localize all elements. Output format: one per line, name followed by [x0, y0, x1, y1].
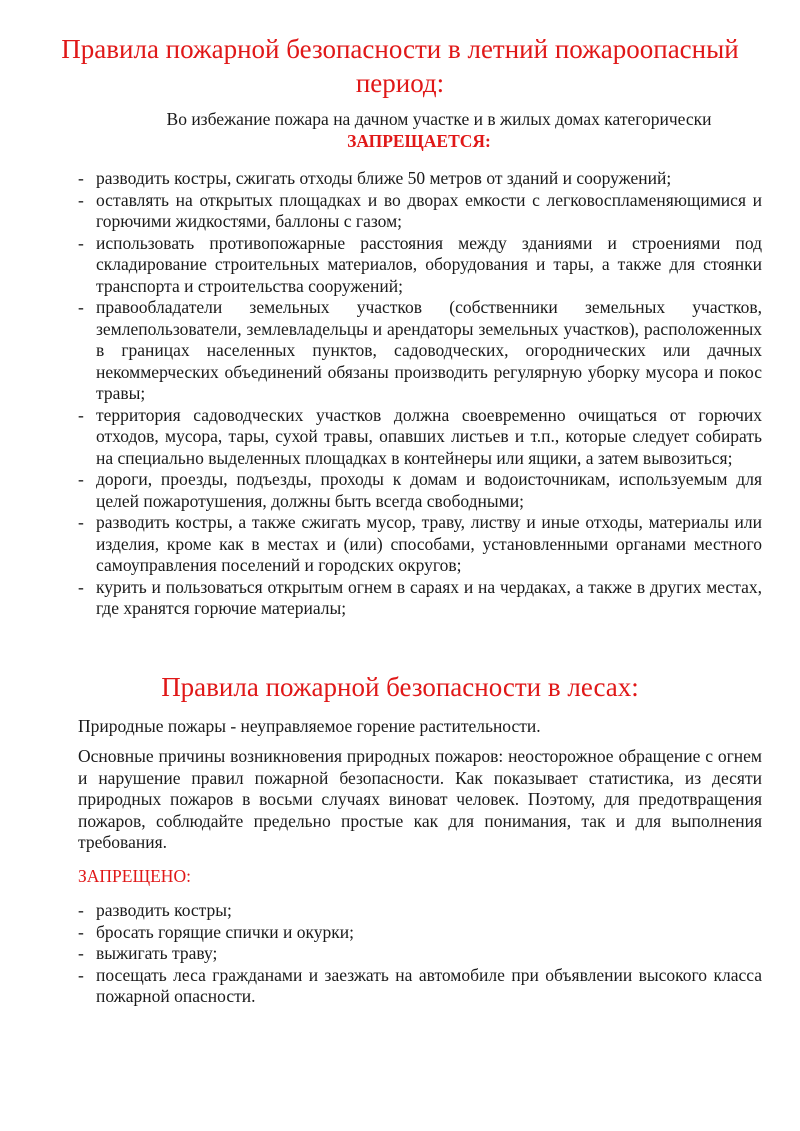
- list-item: - использовать противопожарные расстояния между зданиями и строениями под складирование строительных материалов, оборудования и тары, а также для стоянки транспорта и строительства сооружений;: [78, 233, 762, 298]
- forbidden-label: ЗАПРЕЩЕНО:: [78, 866, 191, 886]
- summer-rules-intro: [78, 108, 760, 152]
- list-item: - курить и пользоваться открытым огнем в сараях и на чердаках, а также в других местах, где хранятся горючие материалы;: [78, 577, 762, 620]
- summer-rules-list: [78, 168, 762, 620]
- intro-prohibited-label: ЗАПРЕЩАЕТСЯ:: [347, 131, 491, 151]
- intro-text: Во избежание пожара на дачном участке и в жилых домах категорически: [166, 109, 712, 129]
- list-item: - разводить костры, а также сжигать мусор, траву, листву и иные отходы, материалы или изделия, кроме как в местах и (или) способами, установленными органами местного самоуправления поселений и городских округов;: [78, 512, 762, 577]
- list-item: - посещать леса гражданами и заезжать на автомобиле при объявлении высокого класса пожарной опасности.: [78, 965, 762, 1008]
- summer-rules-title: Правила пожарной безопасности в летний пожароопасный период:: [61, 34, 739, 98]
- forest-rules-title: Правила пожарной безопасности в лесах:: [161, 672, 639, 702]
- forest-fire-definition: Природные пожары - неуправляемое горение растительности.: [78, 716, 541, 736]
- list-item: - выжигать траву;: [78, 943, 762, 965]
- list-item: - территория садоводческих участков должна своевременно очищаться от горючих отходов, мусора, тары, сухой травы, опавших листьев и т.п., которые следует собирать на специально выделенных площадках в контейнеры или ящики, а затем вывозиться;: [78, 405, 762, 470]
- forest-fire-causes: Основные причины возникновения природных пожаров: неосторожное обращение с огнем и нарушение правил пожарной безопасности. Как показывает статистика, из десяти природных пожаров в восьми случаях виноват человек. Поэтому, для предотвращения пожаров, соблюдайте предельно простые как для понимания, так и для выполнения требования.: [78, 746, 762, 852]
- list-item: - разводить костры;: [78, 900, 762, 922]
- list-item: - оставлять на открытых площадках и во дворах емкости с легковоспламеняющимися и горючими жидкостями, баллоны с газом;: [78, 190, 762, 233]
- list-item: - дороги, проезды, подъезды, проходы к домам и водоисточникам, используемым для целей пожаротушения, должны быть всегда свободными;: [78, 469, 762, 512]
- list-item: - разводить костры, сжигать отходы ближе 50 метров от зданий и сооружений;: [78, 168, 762, 190]
- list-item: - правообладатели земельных участков (собственники земельных участков, землепользователи, землевладельцы и арендаторы земельных участков), расположенных в границах населенных пунктов, садоводческих, огороднических или дачных некоммерческих объединений обязаны производить регулярную уборку мусора и покос травы;: [78, 297, 762, 405]
- forest-rules-list: [78, 900, 762, 1008]
- list-item: - бросать горящие спички и окурки;: [78, 922, 762, 944]
